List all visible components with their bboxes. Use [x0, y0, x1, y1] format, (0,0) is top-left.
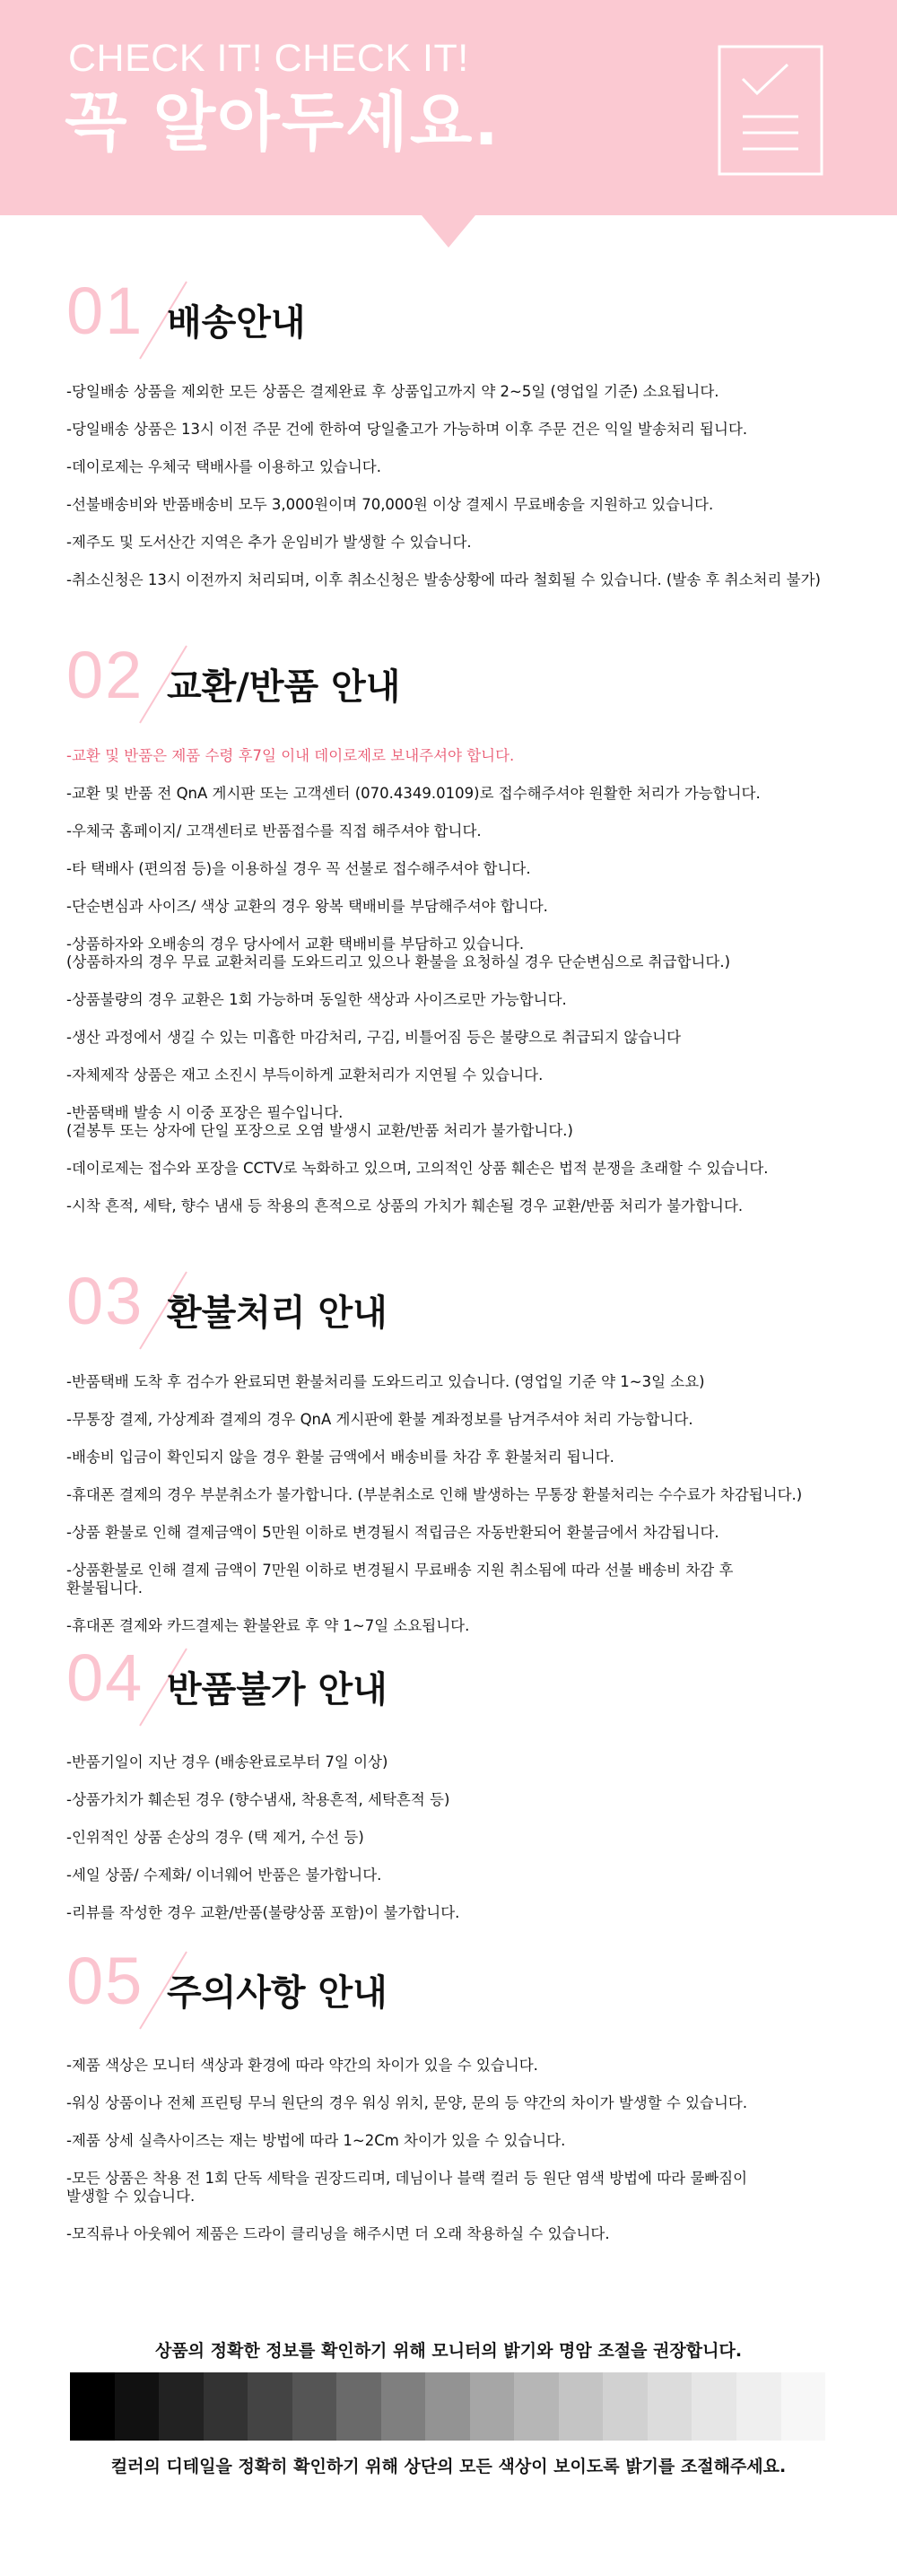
section-title: 환불처리 안내	[167, 1292, 388, 1334]
text-line: -배송비 입금이 확인되지 않을 경우 환불 금액에서 배송비를 차감 후 환불처리 됩니다.	[66, 1449, 614, 1466]
grayscale-swatch	[781, 2372, 826, 2441]
header-pointer	[422, 215, 475, 248]
section-title: 주의사항 안내	[167, 1972, 388, 2014]
section-heading-no-return	[66, 1640, 605, 1731]
grayscale-swatch	[115, 2372, 160, 2441]
grayscale-swatch	[292, 2372, 337, 2441]
section-number: 02	[66, 638, 144, 712]
text-line: -시착 흔적, 세탁, 향수 냄새 등 착용의 흔적으로 상품의 가치가 훼손될 경우 교환/반품 처리가 불가합니다.	[66, 1197, 744, 1214]
text-line: -워싱 상품이나 전체 프린팅 무늬 원단의 경우 워싱 위치, 문양, 문의 등 약간의 차이가 발생할 수 있습니다.	[66, 2094, 748, 2111]
text-line: -데이로제는 접수와 포장을 CCTV로 녹화하고 있으며, 고의적인 상품 훼손은 법적 분쟁을 초래할 수 있습니다.	[66, 1160, 769, 1177]
grayscale-swatch	[248, 2372, 292, 2441]
grayscale-swatch	[159, 2372, 204, 2441]
text-line: -세일 상품/ 수제화/ 이너웨어 반품은 불가합니다.	[66, 1867, 382, 1884]
text-line: -리뷰를 작성한 경우 교환/반품(불량상품 포함)이 불가합니다.	[66, 1904, 460, 1921]
grayscale-swatch	[204, 2372, 248, 2441]
text-line: -반품기일이 지난 경우 (배송완료로부터 7일 이상)	[66, 1754, 388, 1771]
header-title: 꼭 알아두세요.	[65, 84, 501, 160]
section-heading-delivery	[66, 274, 605, 364]
text-line: -상품하자와 오배송의 경우 당사에서 교환 택배비를 부담하고 있습니다.	[66, 936, 525, 953]
section-number: 01	[66, 274, 144, 348]
text-line: 발생할 수 있습니다.	[66, 2188, 196, 2205]
calibration-instruction-top: 상품의 정확한 정보를 확인하기 위해 모니터의 밝기와 명암 조절을 권장합니다.	[154, 2341, 743, 2361]
text-line-emphasis: -교환 및 반품은 제품 수령 후7일 이내 데이로제로 보내주셔야 합니다.	[66, 747, 515, 764]
text-line: -상품불량의 경우 교환은 1회 가능하며 동일한 색상과 사이즈로만 가능합니다.	[66, 991, 567, 1008]
text-line: -단순변심과 사이즈/ 색상 교환의 경우 왕복 택배비를 부담해주셔야 합니다.	[66, 898, 548, 915]
text-line: -취소신청은 13시 이전까지 처리되며, 이후 취소신청은 발송상황에 따라 철회될 수 있습니다. (발송 후 취소처리 불가)	[66, 571, 821, 588]
text-line: -생산 과정에서 생길 수 있는 미흡한 마감처리, 구김, 비틀어짐 등은 불량으로 취급되지 않습니다	[66, 1029, 682, 1046]
header-eyebrow: CHECK IT! CHECK IT!	[68, 37, 469, 80]
grayscale-swatch	[425, 2372, 470, 2441]
grayscale-calibration-strip	[70, 2372, 825, 2441]
grayscale-swatch	[648, 2372, 692, 2441]
text-line: (상품하자의 경우 무료 교환처리를 도와드리고 있으나 환불을 요청하실 경우 단순변심으로 취급합니다.)	[66, 953, 731, 970]
section-title: 반품불가 안내	[167, 1669, 388, 1710]
checklist-icon	[718, 45, 823, 176]
grayscale-swatch	[70, 2372, 115, 2441]
text-line: -당일배송 상품을 제외한 모든 상품은 결제완료 후 상품입고까지 약 2~5일 (영업일 기준) 소요됩니다.	[66, 383, 719, 400]
grayscale-swatch	[514, 2372, 559, 2441]
section-title: 교환/반품 안내	[167, 666, 401, 708]
text-line: -상품 환불로 인해 결제금액이 5만원 이하로 변경될시 적립금은 자동반환되어 환불금에서 차감됩니다.	[66, 1524, 719, 1541]
section-title: 배송안내	[167, 302, 306, 344]
grayscale-swatch	[692, 2372, 736, 2441]
text-line: -무통장 결제, 가상계좌 결제의 경우 QnA 게시판에 환불 계좌정보를 남겨주셔야 처리 가능합니다.	[66, 1411, 693, 1428]
section-heading-refund	[66, 1264, 605, 1354]
text-line: -제주도 및 도서산간 지역은 추가 운임비가 발생할 수 있습니다.	[66, 534, 472, 551]
text-line: -모직류나 아웃웨어 제품은 드라이 클리닝을 해주시면 더 오래 착용하실 수 있습니다.	[66, 2225, 610, 2242]
grayscale-swatch	[470, 2372, 515, 2441]
text-line: -자체제작 상품은 재고 소진시 부득이하게 교환처리가 지연될 수 있습니다.	[66, 1066, 544, 1083]
text-line: -상품가치가 훼손된 경우 (향수냄새, 착용흔적, 세탁흔적 등)	[66, 1791, 450, 1808]
text-line: -인위적인 상품 손상의 경우 (택 제거, 수선 등)	[66, 1829, 364, 1846]
section-number: 04	[66, 1640, 144, 1715]
text-line: 환불됩니다.	[66, 1580, 143, 1597]
text-line: -반품택배 발송 시 이중 포장은 필수입니다.	[66, 1104, 344, 1121]
grayscale-swatch	[336, 2372, 381, 2441]
text-line: -휴대폰 결제의 경우 부분취소가 불가합니다. (부분취소로 인해 발생하는 무통장 환불처리는 수수료가 차감됩니다.)	[66, 1486, 803, 1503]
text-line: -당일배송 상품은 13시 이전 주문 건에 한하여 당일출고가 가능하며 이후 주문 건은 익일 발송처리 됩니다.	[66, 421, 748, 438]
header-banner	[0, 0, 897, 215]
section-number: 05	[66, 1944, 144, 2018]
text-line: -모든 상품은 착용 전 1회 단독 세탁을 권장드리며, 데님이나 블랙 컬러 등 원단 염색 방법에 따라 물빠짐이	[66, 2170, 748, 2187]
grayscale-swatch	[559, 2372, 604, 2441]
text-line: -제품 상세 실측사이즈는 재는 방법에 따라 1~2Cm 차이가 있을 수 있습니다.	[66, 2132, 566, 2149]
text-line: -제품 색상은 모니터 색상과 환경에 따라 약간의 차이가 있을 수 있습니다.	[66, 2057, 538, 2074]
text-line: -반품택배 도착 후 검수가 완료되면 환불처리를 도와드리고 있습니다. (영업일 기준 약 1~3일 소요)	[66, 1373, 705, 1390]
text-line: (겉봉투 또는 상자에 단일 포장으로 오염 발생시 교환/반품 처리가 불가합니다.)	[66, 1122, 573, 1139]
text-line: -선불배송비와 반품배송비 모두 3,000원이며 70,000원 이상 결제시 무료배송을 지원하고 있습니다.	[66, 496, 714, 513]
text-line: -교환 및 반품 전 QnA 게시판 또는 고객센터 (070.4349.0109)로 접수해주셔야 원활한 처리가 가능합니다.	[66, 785, 761, 802]
text-line: -상품환불로 인해 결제 금액이 7만원 이하로 변경될시 무료배송 지원 취소됨에 따라 선불 배송비 차감 후	[66, 1562, 734, 1579]
text-line: -우체국 홈페이지/ 고객센터로 반품접수를 직접 해주셔야 합니다.	[66, 822, 482, 840]
grayscale-swatch	[381, 2372, 426, 2441]
text-line: -타 택배사 (편의점 등)을 이용하실 경우 꼭 선불로 접수해주셔야 합니다.	[66, 860, 531, 877]
text-line: -휴대폰 결제와 카드결제는 환불완료 후 약 1~7일 소요됩니다.	[66, 1617, 470, 1634]
grayscale-swatch	[603, 2372, 648, 2441]
section-number: 03	[66, 1264, 144, 1338]
grayscale-swatch	[736, 2372, 781, 2441]
section-heading-exchange-return	[66, 638, 605, 728]
calibration-instruction-bottom: 컬러의 디테일을 정확히 확인하기 위해 상단의 모든 색상이 보이도록 밝기를 조절해주세요.	[110, 2457, 787, 2476]
text-line: -데이로제는 우체국 택배사를 이용하고 있습니다.	[66, 458, 381, 475]
section-heading-caution	[66, 1944, 605, 2034]
